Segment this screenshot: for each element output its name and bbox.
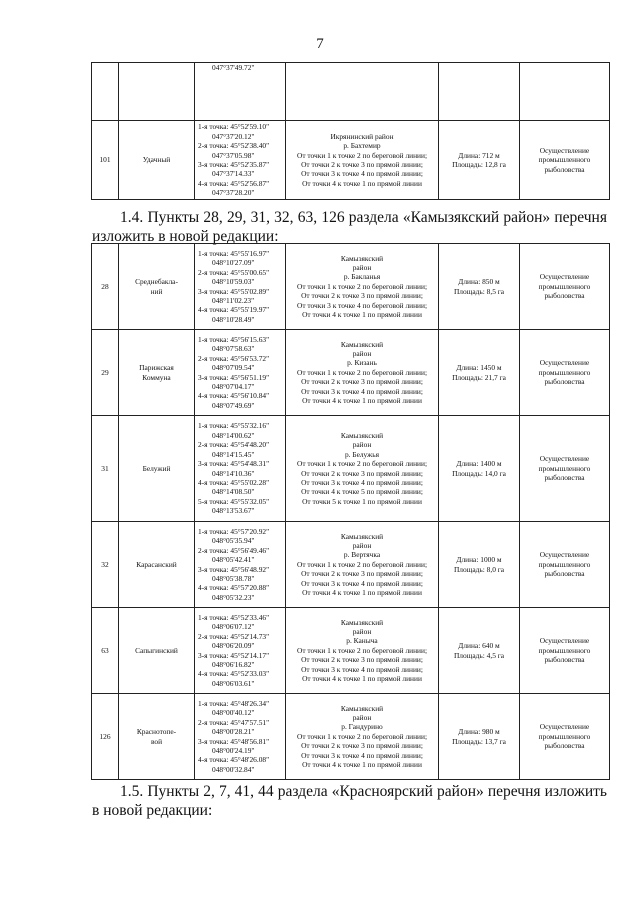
longitude-line: 048°10'28.49" bbox=[212, 314, 255, 324]
longitude-line: 048°13'53.67" bbox=[212, 506, 255, 516]
paragraph-1-5 bbox=[92, 782, 607, 820]
boundary-description-cell bbox=[286, 416, 439, 522]
coordinates-cell bbox=[195, 608, 286, 694]
site-name-cell bbox=[119, 63, 195, 121]
area-value: Площадь: 14,0 га bbox=[452, 468, 506, 478]
point-latitude-line: 3-я точка: 45°56'51.19" bbox=[198, 372, 270, 382]
boundary-description-line: От точки 4 к точке 1 по прямой линии bbox=[302, 588, 422, 598]
paragraph-1-5-text: 1.5. Пункты 2, 7, 41, 44 раздела «Красноярский район» перечня изложить в новой редакции: bbox=[92, 783, 607, 819]
longitude-line: 047°37'14.33" bbox=[212, 169, 255, 179]
point-latitude-line: 4-я точка: 45°52'56.87" bbox=[198, 178, 270, 188]
site-name-line: Краснотопе- bbox=[136, 727, 177, 737]
point-latitude-line: 2-я точка: 45°54'48.20" bbox=[198, 440, 270, 450]
usage-type-line: рыболовства bbox=[544, 164, 585, 174]
boundary-description-line: От точки 1 к точке 2 по береговой линии; bbox=[296, 731, 428, 741]
site-number-cell bbox=[92, 63, 119, 121]
point-latitude-line: 3-я точка: 45°52'14.17" bbox=[198, 650, 270, 660]
longitude-line: 047°37'49.72" bbox=[212, 63, 255, 72]
point-latitude-line: 1-я точка: 45°55'16.97" bbox=[198, 248, 270, 258]
coordinates-cell bbox=[195, 63, 286, 121]
boundary-description-line: От точки 4 к точке 1 по прямой линии bbox=[302, 674, 422, 684]
area-value: Площадь: 21,7 га bbox=[452, 372, 506, 382]
boundary-description-line: район bbox=[352, 712, 372, 722]
area-value: Площадь: 4,5 га bbox=[453, 650, 505, 660]
point-latitude-line: 3-я точка: 45°52'35.87" bbox=[198, 160, 270, 169]
coordinates-cell bbox=[195, 416, 286, 522]
boundary-description-line: Камызякский bbox=[340, 703, 384, 713]
boundary-description-line: район bbox=[352, 348, 372, 358]
size-cell bbox=[439, 608, 520, 694]
boundary-description-cell bbox=[286, 63, 439, 121]
usage-type-cell bbox=[520, 121, 610, 200]
length-value: Длина: 712 м bbox=[458, 150, 500, 160]
longitude-line: 048°06'16.82" bbox=[212, 659, 255, 669]
point-latitude-line: 1-я точка: 45°56'15.63" bbox=[198, 334, 270, 344]
boundary-description-line: От точки 2 к точке 3 по прямой линии; bbox=[301, 741, 423, 751]
longitude-line: 048°00'40.12" bbox=[212, 708, 255, 718]
boundary-description-line: От точки 3 к точке 4 по прямой линии; bbox=[301, 386, 423, 396]
boundary-description-line: Икрянинский район bbox=[330, 131, 394, 141]
usage-type-line: Осуществление bbox=[539, 722, 590, 732]
fishing-sites-table-continued bbox=[91, 62, 610, 200]
longitude-line: 048°05'42.41" bbox=[212, 555, 255, 565]
boundary-description-line: От точки 3 к точке 4 по прямой линии; bbox=[301, 750, 423, 760]
point-latitude-line: 4-я точка: 45°55'19.97" bbox=[198, 305, 270, 315]
longitude-line: 048°07'04.17" bbox=[212, 381, 255, 391]
usage-type-cell bbox=[520, 608, 610, 694]
longitude-line: 048°14'10.36" bbox=[212, 468, 255, 478]
point-latitude-line: 1-я точка: 45°52'33.46" bbox=[198, 612, 270, 622]
site-name-cell bbox=[119, 694, 195, 780]
usage-type-line: промышленного bbox=[538, 559, 591, 569]
boundary-description-line: От точки 4 к точке 5 по прямой линии; bbox=[301, 487, 423, 497]
boundary-description-line: р. Белужья bbox=[344, 449, 380, 459]
longitude-line: 048°10'59.03" bbox=[212, 277, 255, 287]
paragraph-1-4-text: 1.4. Пункты 28, 29, 31, 32, 63, 126 раздела «Камызякский район» перечня изложить в новой редакции: bbox=[92, 209, 607, 245]
usage-type-cell bbox=[520, 330, 610, 416]
boundary-description-line: район bbox=[352, 540, 372, 550]
length-value: Длина: 1400 м bbox=[456, 459, 502, 469]
coordinates-cell bbox=[195, 244, 286, 330]
boundary-description-line: От точки 3 к точке 4 по прямой линии; bbox=[301, 578, 423, 588]
boundary-description-cell bbox=[286, 608, 439, 694]
site-name-line: Среднебакла- bbox=[135, 277, 178, 287]
boundary-description-line: Камызякский bbox=[340, 617, 384, 627]
boundary-description-line: От точки 2 к точке 3 по прямой линии; bbox=[301, 569, 423, 579]
table-row bbox=[92, 608, 610, 694]
boundary-description-line: От точки 2 к точке 3 по прямой линии; bbox=[301, 377, 423, 387]
longitude-line: 048°07'49.69" bbox=[212, 400, 255, 410]
boundary-description-line: От точки 1 к точке 2 по береговой линии; bbox=[296, 459, 428, 469]
boundary-description-line: От точки 4 к точке 1 по прямой линии bbox=[302, 760, 422, 770]
longitude-line: 048°14'15.45" bbox=[212, 449, 255, 459]
boundary-description-line: От точки 3 к точке 4 по береговой линии; bbox=[296, 300, 428, 310]
boundary-description-line: Камызякский bbox=[340, 531, 384, 541]
point-latitude-line: 3-я точка: 45°55'02.89" bbox=[198, 286, 270, 296]
usage-type-cell bbox=[520, 694, 610, 780]
longitude-line: 047°37'28.20" bbox=[212, 188, 255, 198]
site-name-cell bbox=[119, 244, 195, 330]
usage-type-line: рыболовства bbox=[544, 569, 585, 579]
site-name-cell: Удачный bbox=[119, 121, 195, 200]
longitude-line: 048°06'07.12" bbox=[212, 622, 255, 632]
table-row bbox=[92, 416, 610, 522]
usage-type-cell bbox=[520, 63, 610, 121]
longitude-line: 048°05'38.78" bbox=[212, 573, 255, 583]
fishing-sites-table-kamyzyak bbox=[91, 243, 610, 780]
boundary-description-line: От точки 1 к точке 2 по береговой линии; bbox=[296, 367, 428, 377]
boundary-description-line: От точки 5 к точке 1 по прямой линии bbox=[302, 496, 422, 506]
site-number-cell: 63 bbox=[92, 608, 119, 694]
boundary-description-cell bbox=[286, 330, 439, 416]
boundary-description-line: р. Каныча bbox=[346, 636, 378, 646]
usage-type-line: промышленного bbox=[538, 645, 591, 655]
boundary-description-cell bbox=[286, 121, 439, 200]
longitude-line: 048°00'32.84" bbox=[212, 764, 255, 774]
longitude-line: 048°11'02.23" bbox=[212, 295, 255, 305]
size-cell bbox=[439, 522, 520, 608]
point-latitude-line: 4-я точка: 45°56'10.84" bbox=[198, 391, 270, 401]
size-cell bbox=[439, 330, 520, 416]
usage-type-line: промышленного bbox=[538, 281, 591, 291]
point-latitude-line: 2-я точка: 45°47'57.51" bbox=[198, 717, 270, 727]
boundary-description-line: р. Бакланья bbox=[343, 272, 381, 282]
boundary-description-line: От точки 2 к точке 3 по прямой линии; bbox=[301, 291, 423, 301]
boundary-description-line: р. Кизань bbox=[347, 358, 377, 368]
site-name-cell bbox=[119, 522, 195, 608]
usage-type-cell bbox=[520, 522, 610, 608]
site-number-cell: 28 bbox=[92, 244, 119, 330]
size-cell bbox=[439, 63, 520, 121]
boundary-description-line: Камызякский bbox=[340, 430, 384, 440]
site-name-line: ний bbox=[150, 286, 163, 296]
site-number-cell: 29 bbox=[92, 330, 119, 416]
boundary-description-line: От точки 4 к точке 1 по прямой линии bbox=[302, 310, 422, 320]
site-name-cell bbox=[119, 330, 195, 416]
longitude-line: 048°14'08.50" bbox=[212, 487, 255, 497]
point-latitude-line: 4-я точка: 45°57'20.88" bbox=[198, 583, 270, 593]
boundary-description-line: р. Вертячка bbox=[343, 550, 381, 560]
boundary-description-cell bbox=[286, 522, 439, 608]
point-latitude-line: 2-я точка: 45°52'38.40" bbox=[198, 141, 270, 151]
usage-type-line: Осуществление bbox=[539, 272, 590, 282]
boundary-description-line: район bbox=[352, 440, 372, 450]
longitude-line: 048°10'27.09" bbox=[212, 258, 255, 268]
boundary-description-line: От точки 1 к точке 2 по береговой линии; bbox=[296, 645, 428, 655]
site-name-line: Белужий bbox=[142, 463, 171, 473]
point-latitude-line: 1-я точка: 45°52'59.10" bbox=[198, 122, 270, 132]
boundary-description-cell bbox=[286, 694, 439, 780]
usage-type-line: промышленного bbox=[538, 367, 591, 377]
length-value: Длина: 980 м bbox=[458, 727, 500, 737]
boundary-description-line: Камызякский bbox=[340, 253, 384, 263]
usage-type-line: Осуществление bbox=[539, 636, 590, 646]
area-value: Площадь: 8,5 га bbox=[453, 286, 505, 296]
usage-type-cell bbox=[520, 244, 610, 330]
length-value: Длина: 1450 м bbox=[456, 363, 502, 373]
site-number-cell: 32 bbox=[92, 522, 119, 608]
usage-type-line: рыболовства bbox=[544, 377, 585, 387]
coordinates-cell bbox=[195, 522, 286, 608]
usage-type-line: рыболовства bbox=[544, 473, 585, 483]
site-number-cell: 126 bbox=[92, 694, 119, 780]
point-latitude-line: 2-я точка: 45°55'00.65" bbox=[198, 267, 270, 277]
longitude-line: 048°00'28.21" bbox=[212, 727, 255, 737]
boundary-description-cell bbox=[286, 244, 439, 330]
site-name-cell bbox=[119, 608, 195, 694]
usage-type-line: рыболовства bbox=[544, 655, 585, 665]
point-latitude-line: 2-я точка: 45°52'14.73" bbox=[198, 631, 270, 641]
usage-type-line: Осуществление bbox=[539, 550, 590, 560]
boundary-description-line: Камызякский bbox=[340, 339, 384, 349]
point-latitude-line: 3-я точка: 45°56'48.92" bbox=[198, 564, 270, 574]
boundary-description-line: район bbox=[352, 626, 372, 636]
boundary-description-line: район bbox=[352, 262, 372, 272]
point-latitude-line: 1-я точка: 45°48'26.34" bbox=[198, 698, 270, 708]
coordinates-cell bbox=[195, 330, 286, 416]
boundary-description-line: От точки 3 к точке 4 по прямой линии; bbox=[301, 477, 423, 487]
longitude-line: 048°14'00.62" bbox=[212, 430, 255, 440]
boundary-description-line: От точки 4 к точке 1 по прямой линии bbox=[302, 178, 422, 188]
area-value: Площадь: 12,8 га bbox=[452, 160, 506, 169]
site-name-line: вой bbox=[150, 736, 163, 746]
point-latitude-line: 4-я точка: 45°55'02.28" bbox=[198, 477, 270, 487]
boundary-description-line: От точки 2 к точке 3 по прямой линии; bbox=[301, 468, 423, 478]
length-value: Длина: 640 м bbox=[458, 641, 500, 651]
site-number-cell: 101 bbox=[92, 121, 119, 200]
usage-type-line: промышленного bbox=[538, 731, 591, 741]
usage-type-line: Осуществление bbox=[539, 454, 590, 464]
longitude-line: 048°05'35.94" bbox=[212, 536, 255, 546]
size-cell bbox=[439, 416, 520, 522]
size-cell bbox=[439, 244, 520, 330]
size-cell bbox=[439, 694, 520, 780]
longitude-line: 048°07'09.54" bbox=[212, 363, 255, 373]
usage-type-cell bbox=[520, 416, 610, 522]
point-latitude-line: 3-я точка: 45°54'48.31" bbox=[198, 459, 270, 469]
length-value: Длина: 850 м bbox=[458, 277, 500, 287]
point-latitude-line: 4-я точка: 45°52'33.03" bbox=[198, 669, 270, 679]
boundary-description-line: От точки 4 к точке 1 по прямой линии bbox=[302, 396, 422, 406]
coordinates-cell bbox=[195, 694, 286, 780]
longitude-line: 047°37'20.12" bbox=[212, 131, 255, 141]
paragraph-1-4 bbox=[92, 208, 607, 246]
usage-type-line: промышленного bbox=[538, 155, 591, 165]
longitude-line: 048°06'20.09" bbox=[212, 641, 255, 651]
boundary-description-line: От точки 1 к точке 2 по береговой линии; bbox=[296, 559, 428, 569]
length-value: Длина: 1000 м bbox=[456, 555, 502, 565]
point-latitude-line: 1-я точка: 45°57'20.92" bbox=[198, 526, 270, 536]
boundary-description-line: От точки 1 к точке 2 по береговой линии; bbox=[296, 150, 428, 160]
boundary-description-line: р. Бахтемир bbox=[343, 141, 381, 151]
table-row bbox=[92, 330, 610, 416]
usage-type-line: Осуществление bbox=[539, 145, 590, 155]
boundary-description-line: От точки 3 к точке 4 по прямой линии; bbox=[301, 664, 423, 674]
point-latitude-line: 1-я точка: 45°55'32.16" bbox=[198, 421, 270, 431]
site-name-line: Сапыгинский bbox=[135, 645, 178, 655]
usage-type-line: промышленного bbox=[538, 463, 591, 473]
boundary-description-line: От точки 3 к точке 4 по прямой линии; bbox=[301, 169, 423, 179]
boundary-description-line: р. Гандурино bbox=[341, 722, 383, 732]
longitude-line: 048°00'24.19" bbox=[212, 745, 255, 755]
boundary-description-line: От точки 1 к точке 2 по береговой линии; bbox=[296, 281, 428, 291]
coordinates-cell bbox=[195, 121, 286, 200]
usage-type-line: рыболовства bbox=[544, 291, 585, 301]
site-number-cell: 31 bbox=[92, 416, 119, 522]
usage-type-line: Осуществление bbox=[539, 358, 590, 368]
area-value: Площадь: 13,7 га bbox=[452, 736, 506, 746]
size-cell bbox=[439, 121, 520, 200]
point-latitude-line: 2-я точка: 45°56'49.46" bbox=[198, 545, 270, 555]
table-row bbox=[92, 694, 610, 780]
area-value: Площадь: 8,0 га bbox=[453, 564, 505, 574]
point-latitude-line: 3-я точка: 45°48'56.81" bbox=[198, 736, 270, 746]
longitude-line: 048°06'03.61" bbox=[212, 678, 255, 688]
point-latitude-line: 2-я точка: 45°56'53.72" bbox=[198, 353, 270, 363]
boundary-description-line: От точки 2 к точке 3 по прямой линии; bbox=[301, 160, 423, 169]
site-name-line: Парижская bbox=[139, 363, 174, 373]
table-row bbox=[92, 63, 610, 121]
longitude-line: 047°37'05.98" bbox=[212, 150, 255, 160]
table-row bbox=[92, 121, 610, 200]
site-name-cell bbox=[119, 416, 195, 522]
usage-type-line: рыболовства bbox=[544, 741, 585, 751]
point-latitude-line: 4-я точка: 45°48'26.08" bbox=[198, 755, 270, 765]
site-name-line: Коммуна bbox=[142, 372, 171, 382]
boundary-description-line: От точки 2 к точке 3 по прямой линии; bbox=[301, 655, 423, 665]
page-number: 7 bbox=[316, 36, 324, 52]
longitude-line: 048°07'58.63" bbox=[212, 344, 255, 354]
longitude-line: 048°05'32.23" bbox=[212, 592, 255, 602]
table-row bbox=[92, 522, 610, 608]
site-name-line: Карасанский bbox=[136, 559, 177, 569]
point-latitude-line: 5-я точка: 45°55'32.05" bbox=[198, 496, 270, 506]
table-row bbox=[92, 244, 610, 330]
